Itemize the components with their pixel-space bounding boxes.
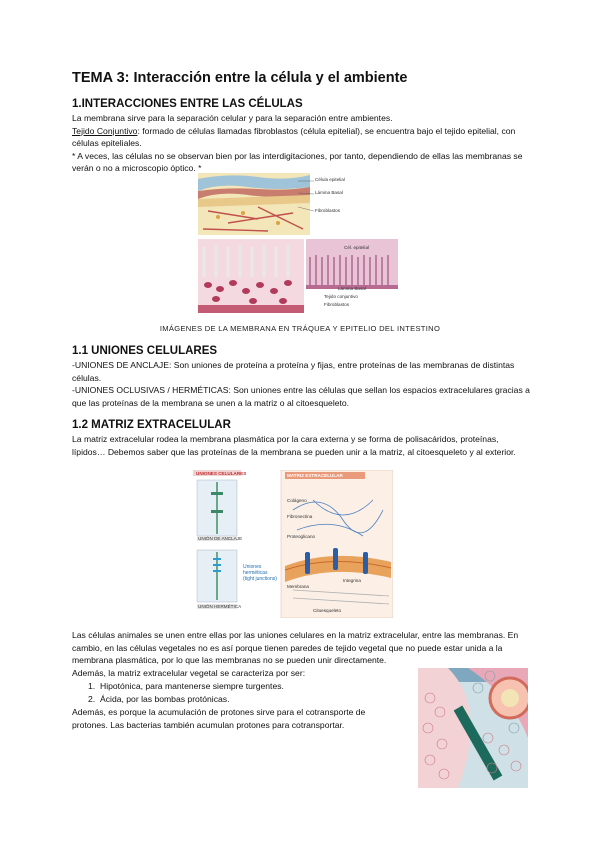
list-item-number: 2. <box>88 693 96 704</box>
fig1-label-tejido-conjuntivo: Tejido conjuntivo <box>324 294 358 299</box>
uniones-anclaje-label: -UNIONES DE ANCLAJE: <box>72 360 172 370</box>
fig2-left-sub2: UNIÓN HERMÉTICA <box>198 604 242 609</box>
list-item-text: Hipotónica, para mantenerse siempre turgentes. <box>100 681 284 691</box>
figure-2-illustration <box>193 470 393 618</box>
list-item <box>72 693 392 706</box>
fig2-label-proteoglicano: Proteoglicano <box>287 534 316 539</box>
fig1-label-fibroblastos: Fibroblastos <box>315 208 341 213</box>
section-1-1-body <box>72 359 532 409</box>
fig2-label-integrina: Integrina <box>343 578 361 583</box>
uniones-oclusivas-paragraph <box>72 384 532 409</box>
list-item-text: Ácida, por las bombas protónicas. <box>100 693 230 704</box>
bottom-paragraph-2: Además, la matriz extracelular vegetal se caracteriza por ser: <box>72 668 306 678</box>
uniones-anclaje-text: Son uniones de proteína a proteína y fijas, entre proteínas de las membranas de distintas células. <box>72 360 515 383</box>
section-1-line1: La membrana sirve para la separación celular y para la separación entre ambientes. <box>72 113 393 123</box>
fig1-label-celula-epitelial: Célula epitelial <box>315 177 345 182</box>
section-1-line2-rest: : formado de células llamadas fibroblastos (célula epitelial), se encuentra bajo el tejido epitelial, con células epiteliales. <box>72 125 516 149</box>
figure-caption: IMÁGENES DE LA MEMBRANA EN TRÁQUEA Y EPITELIO DEL INTESTINO <box>159 324 441 333</box>
section-1-body <box>72 112 532 175</box>
fig2-label-fibronectina: Fibronectina <box>287 514 313 519</box>
fig1-label-fibroblastos-2: Fibroblastos <box>324 302 350 307</box>
fig2-left-label: Uniones herméticas (tight junctions) <box>243 564 277 582</box>
uniones-anclaje-paragraph <box>72 359 532 384</box>
bottom-paragraph-1: Las células animales se unen entre ellas por las uniones celulares en la matriz extracelular, entre las membranas. En cambio, en las células vegetales no es así porque tienen paredes de tejido vegetal que no puede estar unida a la membrana plasmática, por lo que las membranas no se pueden unir directamente. <box>72 630 519 666</box>
figure-membrane-trachea-intestine <box>198 173 398 313</box>
fig2-label-citoesqueleto: Citoesqueleto <box>313 608 342 613</box>
fig2-left-sub1: UNIÓN DE ANCLAJE <box>198 536 243 541</box>
page-title: TEMA 3: Interacción entre la célula y el ambiente <box>72 70 408 86</box>
fig2-label-colageno: Colágeno <box>287 498 307 503</box>
list-item <box>72 680 392 693</box>
figure-uniones-matriz <box>193 470 393 618</box>
section-1-heading: 1.INTERACCIONES ENTRE LAS CÉLULAS <box>72 98 303 110</box>
list-item-number: 1. <box>88 681 96 691</box>
fig2-left-title: UNIONES CELULARES <box>196 471 247 476</box>
section-1-line2 <box>72 125 532 150</box>
section-1-2-heading: 1.2 MATRIZ EXTRACELULAR <box>72 419 231 431</box>
fig1-label-lamina-basal-2: Lámina Basal <box>338 286 366 291</box>
plant-tissue-micrograph <box>418 668 528 788</box>
vegetal-matrix-list <box>72 680 392 705</box>
term-tejido-conjuntivo: Tejido Conjuntivo <box>72 125 138 136</box>
bottom-paragraph-3: Además, es porque la acumulación de protones sirve para el cotransporte de protones. Las bacterias también acumulan protones para cotransportar. <box>72 707 366 730</box>
plant-tissue-illustration <box>418 668 528 788</box>
fig2-label-membrana: Membrana <box>287 584 309 589</box>
section-1-note: * A veces, las células no se observan bien por las interdigitaciones, por tanto, dependiendo de ellas las membranas se verán o no a microscopio óptico. * <box>72 150 523 174</box>
fig1-label-cel-epitelial: Cél. epitelial <box>344 245 370 250</box>
uniones-oclusivas-text: Son uniones entre las células que sellan los espacios extracelulares gracias a que las proteínas de la membrana se unen a la matriz o al citoesqueleto. <box>72 385 530 408</box>
section-1-2-body: La matriz extracelular rodea la membrana plasmática por la cara externa y se forma de polisacáridos, proteínas, lípidos… Debemos saber que las proteínas de la membrana se pueden unir a la matriz, al citoesqueleto y al exterior. <box>72 434 516 457</box>
uniones-oclusivas-label: -UNIONES OCLUSIVAS / HERMÉTICAS: <box>72 385 231 396</box>
section-1-1-heading: 1.1 UNIONES CELULARES <box>72 345 218 357</box>
fig2-right-title: MATRIZ EXTRACELULAR <box>287 473 343 478</box>
fig1-label-lamina-basal: Lámina Basal <box>315 190 343 195</box>
figure-1-illustration <box>198 173 398 313</box>
